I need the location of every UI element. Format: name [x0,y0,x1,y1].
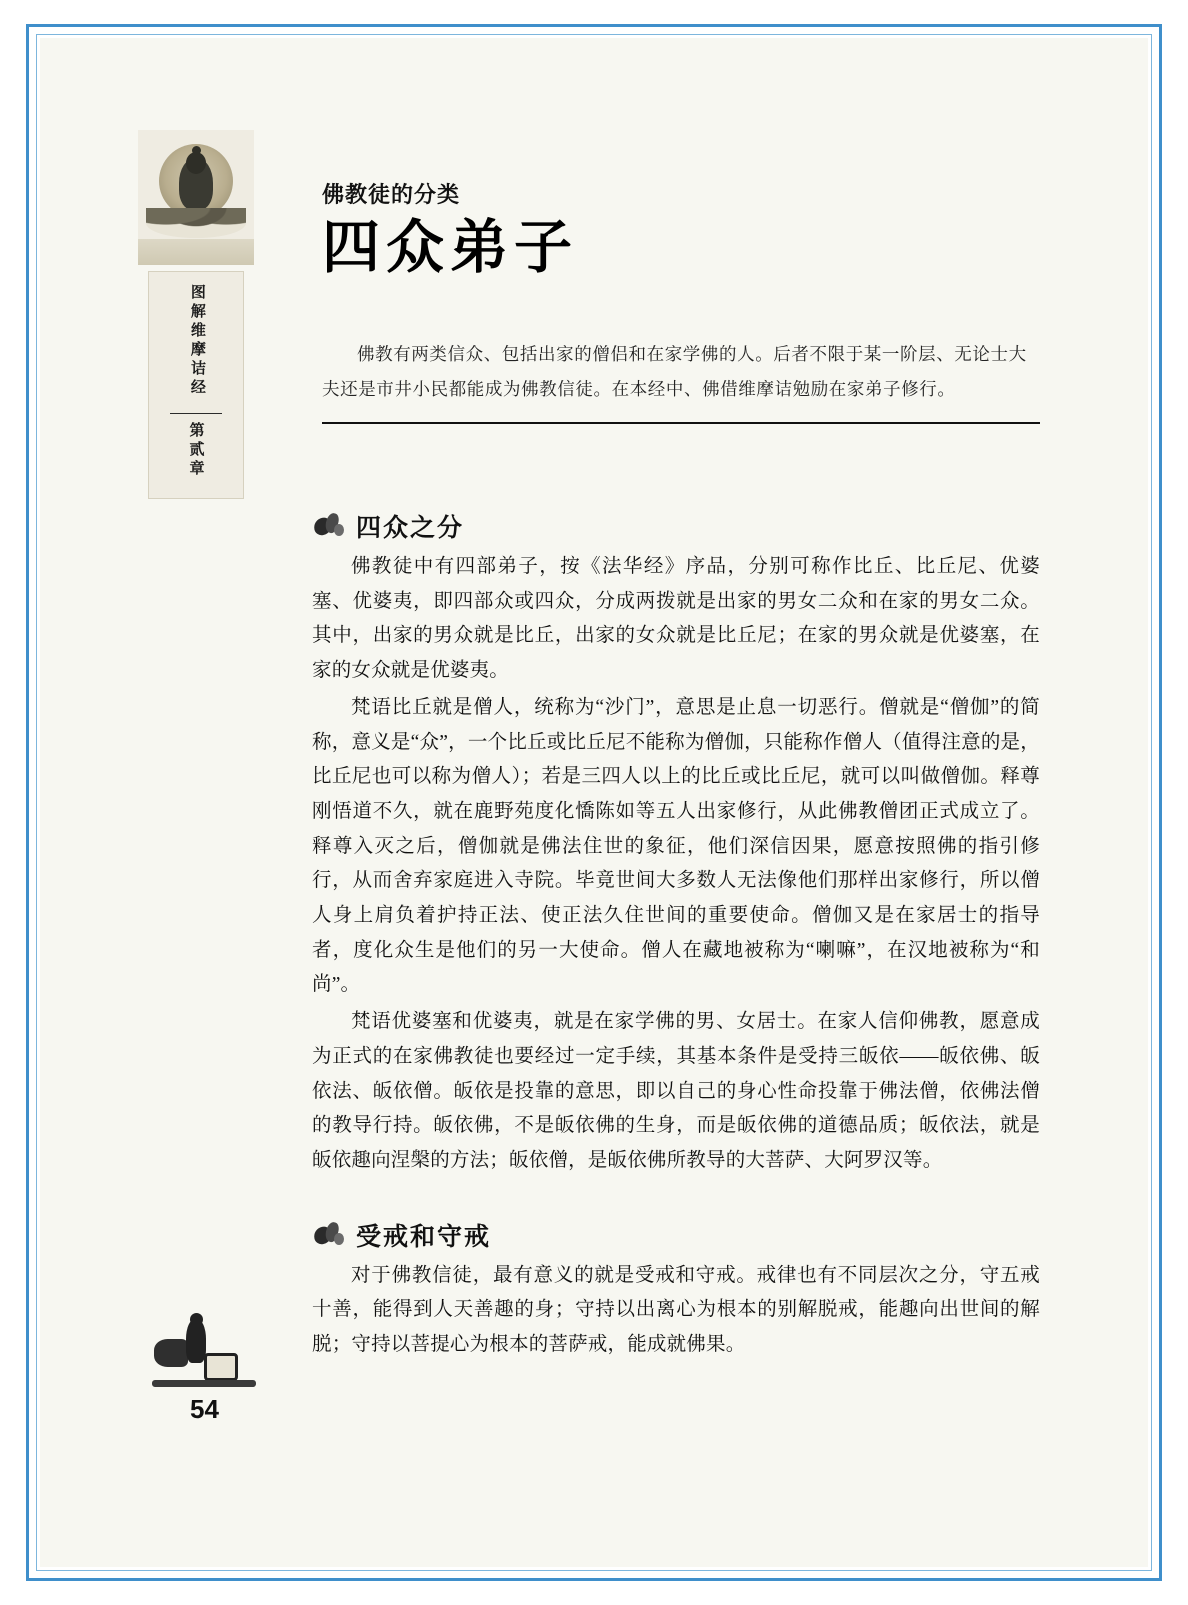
section-spacer [312,1179,1040,1199]
section-kicker: 佛教徒的分类 [322,182,461,207]
section-block [312,508,1040,1179]
footer-illustration [152,1317,262,1391]
paragraph: 佛教徒中有四部弟子，按《法华经》序品，分别可称作比丘、比丘尼、优婆塞、优婆夷，即四部众或四众，分成两拨就是出家的男女二众和在家的男女二众。其中，出家的男众就是比丘，出家的女众就是比丘尼；在家的男众就是优婆塞，在家的女众就是优婆夷。 [312,556,1040,682]
chapter-label-vertical: 第贰章 [187,422,204,479]
section-heading [312,1217,1040,1253]
buddha-illustration [138,130,254,265]
book-side-tab [148,271,244,499]
page-header [322,178,1038,280]
page-content [40,38,1148,1567]
footer-figure-head [190,1313,203,1326]
section-title: 受戒和守戒 [356,1223,492,1251]
page-title: 四众弟子 [322,215,579,280]
brush-ornament-icon [312,511,346,541]
ground-shape [138,239,254,265]
intro-text: 佛教有两类信众、包括出家的僧侣和在家学佛的人。后者不限于某一阶层、无论士大夫还是市井小民都能成为佛教信徒。在本经中、佛借维摩诘勉励在家弟子修行。 [322,345,1027,400]
section-heading [312,508,1040,544]
paragraph: 梵语比丘就是僧人，统称为“沙门”，意思是止息一切恶行。僧就是“僧伽”的简称，意义是“众”，一个比丘或比丘尼不能称为僧伽，只能称作僧人（值得注意的是，比丘尼也可以称为僧人）；若是三四人以上的比丘或比丘尼，就可以叫做僧伽。释尊刚悟道不久，就在鹿野苑度化憍陈如等五人出家修行，从此佛教僧团正式成立了。释尊入灭之后，僧伽就是佛法住世的象征，他们深信因果，愿意按照佛的指引修行，从而舍弃家庭进入寺院。毕竟世间大多数人无法像他们那样出家修行，所以僧人身上肩负着护持正法、使正法久住世间的重要使命。僧伽又是在家居士的指导者，度化众生是他们的另一大使命。僧人在藏地被称为“喇嘛”，在汉地被称为“和尚”。 [312,696,1040,996]
intro-divider [322,422,1040,424]
left-column [138,130,254,499]
paragraph: 对于佛教信徒，最有意义的就是受戒和守戒。戒律也有不同层次之分，守五戒十善，能得到人天善趣的身；守持以出离心为根本的别解脱戒，能趣向出世间的解脱；守持以菩提心为根本的菩萨戒，能成就佛果。 [312,1264,1040,1356]
page-number: 54 [190,1394,219,1424]
brush-ornament-icon [312,1220,346,1250]
intro-block [322,338,1040,424]
buddha-head-shape [186,152,206,174]
side-tab-divider [170,413,222,414]
page-paper [40,38,1148,1567]
section-block [312,1217,1040,1363]
section-title: 四众之分 [356,515,465,542]
paragraph: 梵语优婆塞和优婆夷，就是在家学佛的男、女居士。在家人信仰佛教，愿意成为正式的在家佛教徒也要经过一定手续，其基本条件是受持三皈依——皈依佛、皈依法、皈依僧。皈依是投靠的意思，即以自己的身心性命投靠于佛法僧，依佛法僧的教导行持。皈依佛，不是皈依佛的生身，而是皈依佛的道德品质；皈依法，就是皈依趣向涅槃的方法；皈依僧，是皈依佛所教导的大菩萨、大阿罗汉等。 [312,1011,1040,1171]
book-title-vertical: 图解维摩诘经 [188,284,205,398]
lotus-shape [146,208,246,238]
footer-ground-shape [152,1380,256,1387]
footer-figure-kneeling [154,1339,188,1367]
footer-drum-shape [204,1353,238,1381]
buddha-ushnisha-shape [192,146,201,155]
body-sections [312,490,1040,1363]
